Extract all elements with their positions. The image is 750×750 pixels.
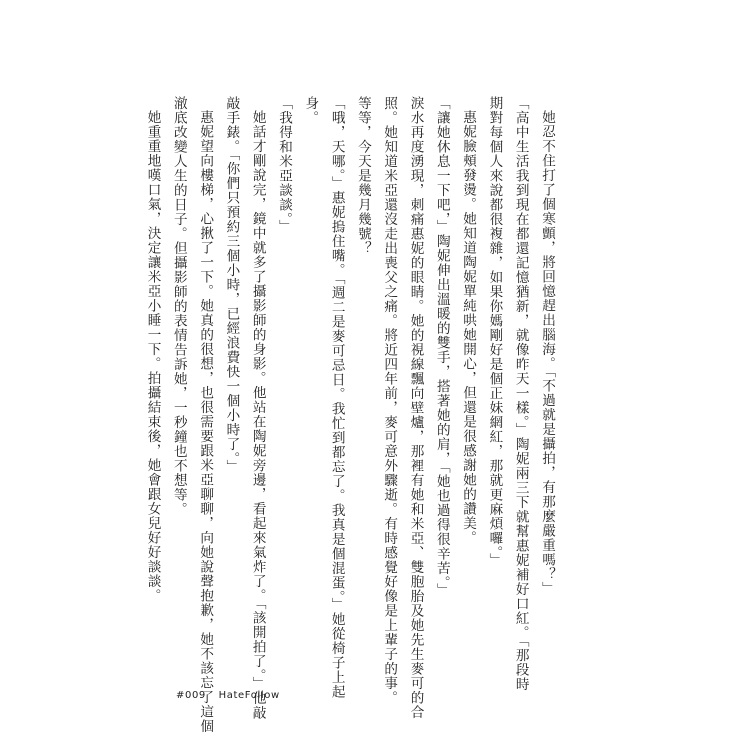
text-column: 惠妮望向樓梯，心揪了一下。她真的很想，也很需要跟米亞聊聊，向她說聲抱歉，她不該忘了這個	[197, 110, 214, 734]
text-column: 惠妮臉頰發燙。她知道陶妮單純哄她開心，但還是很感謝她的讚美。	[460, 110, 477, 545]
text-column: 她話才剛說完，鏡中就多了攝影師的身影。他站在陶妮旁邊，看起來氣炸了。「該開拍了。」他敲	[249, 110, 266, 720]
running-title: HateFollow	[218, 690, 280, 701]
text-column: 「我得和米亞談談。」	[276, 96, 293, 235]
text-column: 照。她知道米亞還沒走出喪父之痛。將近四年前，麥可意外驟逝。有時感覺好像是上輩子的事。	[381, 96, 398, 705]
text-column: 期對每個人來說都很複雜，如果你媽剛好是個正妹網紅，那就更麻煩囉。」	[486, 96, 503, 568]
page-number: #009	[176, 690, 206, 701]
text-column: 澈底改變人生的日子。但攝影師的表情告訴她，一秒鐘也不想等。	[170, 96, 187, 517]
text-column: 她重重地嘆口氣，決定讓米亞小睡一下。拍攝結束後，她會跟女兒好好談談。	[144, 110, 161, 603]
text-column: 「讓她休息一下吧，」陶妮伸出溫暖的雙手，搭著她的肩，「她也過得很辛苦。」	[433, 96, 450, 598]
text-column: 淚水再度湧現，刺痛惠妮的眼睛。她的視線飄向壁爐，那裡有她和米亞、雙胞胎及她先生麥可的合	[407, 96, 424, 720]
page-footer	[176, 690, 280, 701]
text-column: 身。	[302, 96, 319, 125]
text-column: 「高中生活我到現在都還記憶猶新，就像昨天一樣。」陶妮兩三下就幫惠妮補好口紅。「那段時	[512, 96, 529, 692]
text-column: 等等，今天是幾月幾號？	[354, 96, 371, 256]
text-column: 「哦，天哪。」惠妮摀住嘴。「週二是麥可忌日。我忙到都忘了。我真是個混蛋。」她從椅子上起	[328, 96, 345, 700]
text-column: 敲手錶。「你們只預約三個小時，已經浪費快一個小時了。」	[223, 96, 240, 474]
text-column: 她忍不住打了個寒顫，將回憶趕出腦海。「不過就是攝拍，有那麼嚴重嗎？」	[539, 110, 555, 597]
